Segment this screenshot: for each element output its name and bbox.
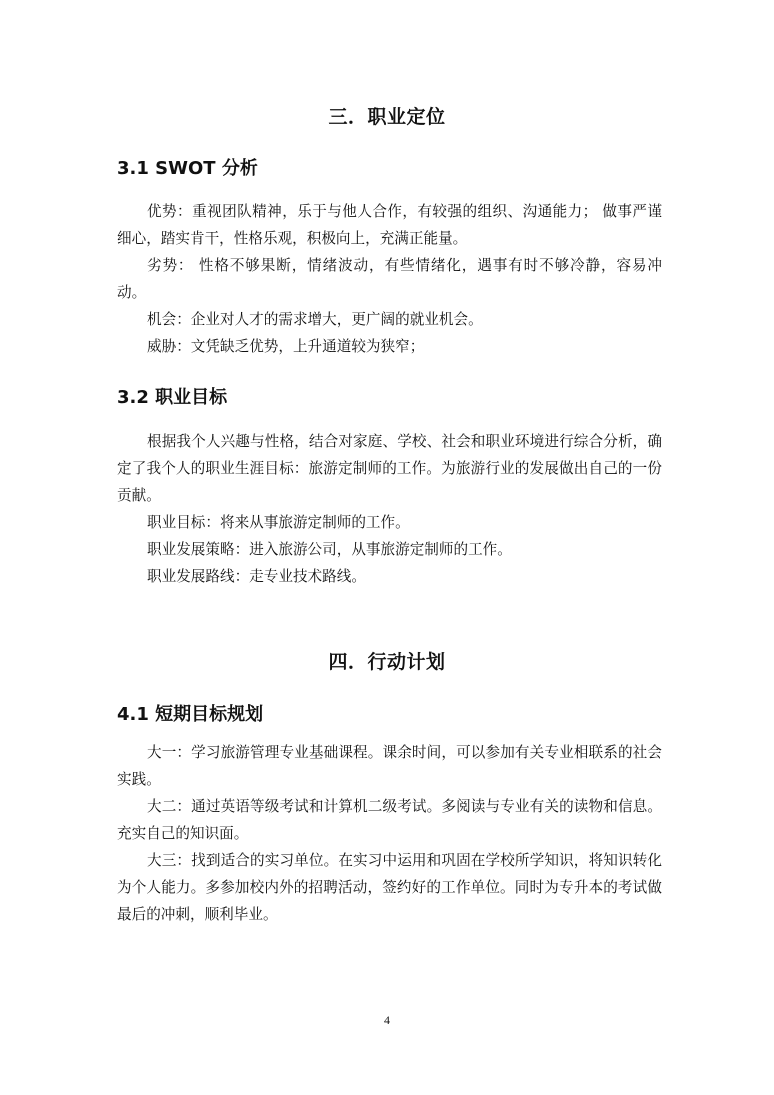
- paragraph-career-route: 职业发展路线：走专业技术路线。: [147, 568, 366, 585]
- paragraph-strengths: 优势：重视团队精神，乐于与他人合作，有较强的组织、沟通能力； 做事严谨细心，踏实肯干，性格乐观，积极向上，充满正能量。: [117, 203, 662, 247]
- section-heading: 3.1 SWOT 分析: [117, 158, 258, 179]
- paragraph-career-goal: 职业目标：将来从事旅游定制师的工作。: [147, 514, 410, 531]
- page-number: 4: [384, 1013, 390, 1027]
- paragraph-year-one: 大一：学习旅游管理专业基础课程。课余时间，可以参加有关专业相联系的社会实践。: [117, 744, 662, 788]
- paragraph-weaknesses: 劣势： 性格不够果断，情绪波动，有些情绪化，遇事有时不够冷静，容易冲动。: [117, 257, 662, 301]
- paragraph-opportunities: 机会：企业对人才的需求增大，更广阔的就业机会。: [147, 311, 483, 328]
- paragraph-goal-analysis: 根据我个人兴趣与性格，结合对家庭、学校、社会和职业环境进行综合分析，确定了我个人的职业生涯目标：旅游定制师的工作。为旅游行业的发展做出自己的一份贡献。: [117, 433, 662, 504]
- section-heading: 3.2 职业目标: [117, 387, 228, 408]
- chapter-title: 三．职业定位: [328, 106, 446, 128]
- chapter-title: 四．行动计划: [328, 651, 446, 673]
- paragraph-threats: 威胁：文凭缺乏优势，上升通道较为狭窄；: [147, 338, 425, 355]
- paragraph-career-strategy: 职业发展策略：进入旅游公司，从事旅游定制师的工作。: [147, 541, 512, 558]
- paragraph-year-three: 大三：找到适合的实习单位。在实习中运用和巩固在学校所学知识，将知识转化为个人能力。多参加校内外的招聘活动，签约好的工作单位。同时为专升本的考试做最后的冲刺，顺利毕业。: [117, 852, 662, 923]
- paragraph-year-two: 大二：通过英语等级考试和计算机二级考试。多阅读与专业有关的读物和信息。充实自己的知识面。: [117, 798, 662, 842]
- section-heading: 4.1 短期目标规划: [117, 704, 264, 725]
